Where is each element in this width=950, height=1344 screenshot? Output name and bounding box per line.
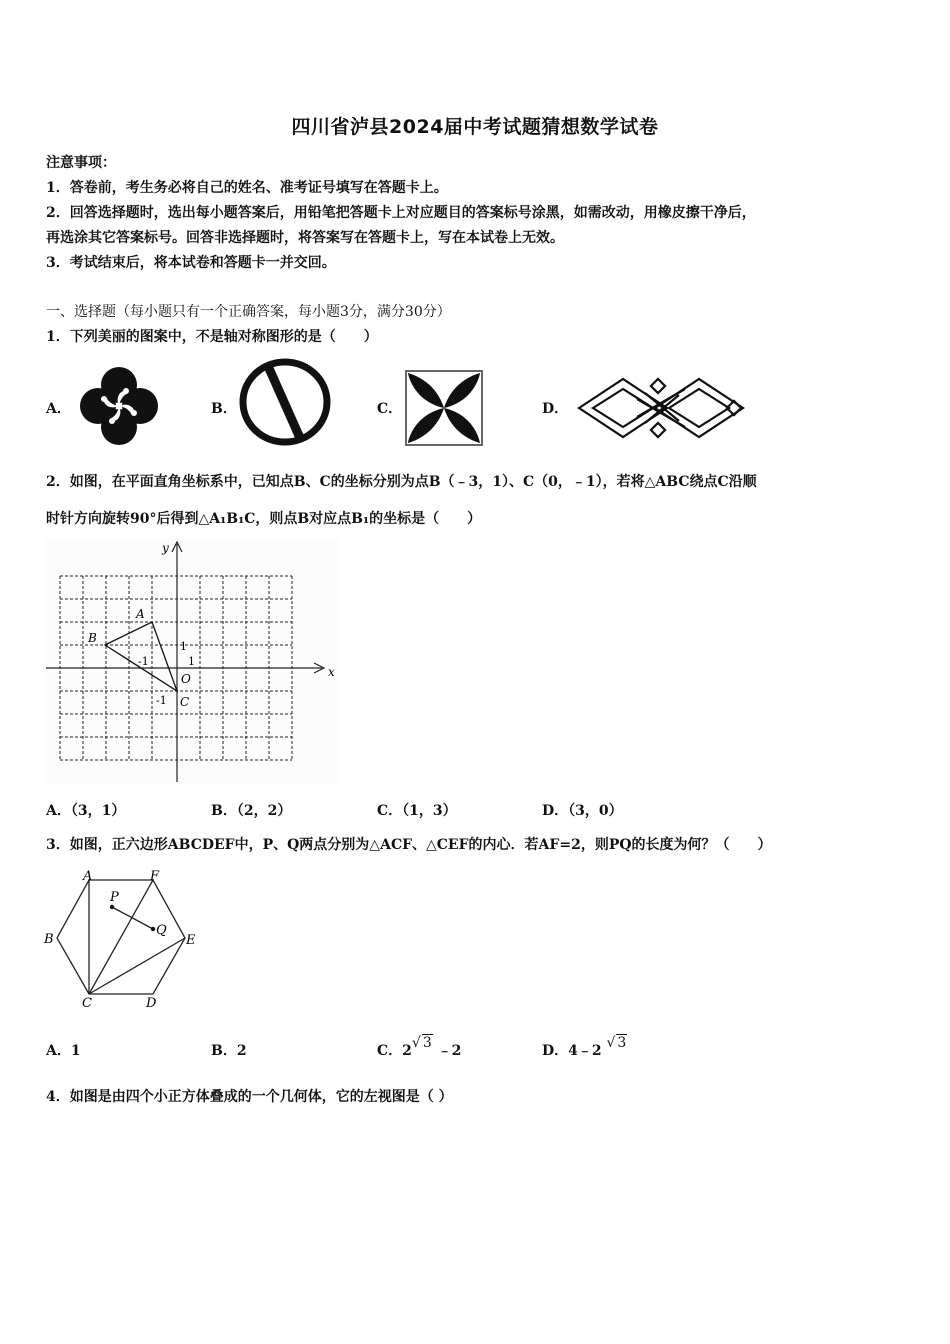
q3-option-c-radicand: 3	[422, 1035, 432, 1051]
q1-option-b-figure	[238, 358, 332, 446]
q2-tick-x-neg1: -1	[138, 655, 149, 668]
question-2-stem-line-1: 2．如图，在平面直角坐标系中，已知点B、C的坐标分别为点B（﹣3，1）、C（0，﹣1），若将△ABC绕点C沿顺	[46, 474, 757, 490]
q2-tick-y-1: 1	[180, 640, 187, 653]
notice-item-3: 3．考试结束后，将本试卷和答题卡一并交回。	[46, 255, 336, 271]
notice-item-2: 2．回答选择题时，选出每小题答案后，用铅笔把答题卡上对应题目的答案标号涂黑，如需改动，用橡皮擦干净后，	[46, 205, 756, 221]
q3-vertex-f-label: F	[150, 869, 160, 884]
q3-point-q-label: Q	[156, 923, 167, 938]
q3-vertex-d-label: D	[146, 996, 157, 1011]
q1-option-c-figure	[405, 370, 483, 446]
q3-vertex-e-label: E	[186, 933, 196, 948]
q3-option-d-radicand: 3	[617, 1035, 627, 1051]
q1-option-d-label: D．	[542, 401, 569, 417]
q2-point-b-label: B	[88, 631, 97, 645]
q2-option-d: D．（3，0）	[542, 803, 623, 819]
q3-vertex-c-label: C	[82, 996, 92, 1011]
q2-option-c: C．（1，3）	[377, 803, 457, 819]
notice-item-1: 1．答卷前，考生务必将自己的姓名、准考证号填写在答题卡上。	[46, 180, 448, 196]
q2-coordinate-figure	[44, 538, 340, 784]
sqrt-icon: √	[606, 1035, 616, 1051]
q1-option-c-label: C．	[377, 401, 403, 417]
q2-y-axis-label: y	[162, 541, 169, 555]
q2-tick-x-1: 1	[188, 655, 195, 668]
q3-option-d	[542, 1035, 627, 1060]
q3-option-c-sqrt	[411, 1035, 433, 1059]
notice-heading: 注意事项：	[46, 155, 116, 171]
sqrt-icon: √	[411, 1035, 421, 1051]
question-3-stem: 3．如图，正六边形ABCDEF中，P、Q两点分别为△ACF、△CEF的内心．若AF=2，则PQ的长度为何？（ ）	[46, 837, 772, 853]
q1-option-a-figure	[78, 365, 160, 447]
q2-point-c-label: C	[180, 695, 190, 709]
q3-option-d-prefix: D．4﹣2	[542, 1043, 602, 1059]
section-heading: 一、选择题（每小题只有一个正确答案，每小题3分，满分30分）	[46, 304, 451, 320]
q3-option-c-prefix: C．2	[377, 1043, 412, 1059]
notice-item-2-cont: 再选涂其它答案标号。回答非选择题时，将答案写在答题卡上，写在本试卷上无效。	[46, 230, 564, 246]
q3-vertex-a-label: A	[83, 869, 93, 884]
q2-point-a-label: A	[136, 607, 145, 621]
question-4-stem: 4．如图是由四个小正方体叠成的一个几何体，它的左视图是（ ）	[46, 1089, 453, 1105]
q3-vertex-b-label: B	[44, 932, 54, 947]
q3-option-c	[377, 1035, 462, 1060]
q1-option-a-label: A．	[46, 401, 71, 417]
page-title: 四川省泸县2024届中考试题猜想数学试卷	[291, 116, 659, 138]
question-2-stem-line-2: 时针方向旋转90°后得到△A₁B₁C，则点B对应点B₁的坐标是（ ）	[46, 511, 482, 527]
q3-option-c-suffix: ﹣2	[437, 1043, 462, 1059]
q2-tick-y-neg1: -1	[156, 694, 167, 707]
q3-option-d-sqrt	[606, 1035, 628, 1059]
q3-option-b: B．2	[211, 1043, 247, 1059]
question-1-stem: 1．下列美丽的图案中，不是轴对称图形的是（ ）	[46, 329, 378, 345]
q2-option-a: A．（3，1）	[46, 803, 126, 819]
q2-x-axis-label: x	[328, 665, 335, 679]
q3-hexagon-figure	[40, 866, 205, 1012]
q1-option-b-label: B．	[211, 401, 237, 417]
q2-option-b: B．（2，2）	[211, 803, 292, 819]
q1-option-d-figure	[575, 375, 747, 441]
q3-point-p-label: P	[110, 890, 119, 905]
q3-option-a: A．1	[46, 1043, 81, 1059]
q2-origin-label: O	[181, 672, 191, 686]
